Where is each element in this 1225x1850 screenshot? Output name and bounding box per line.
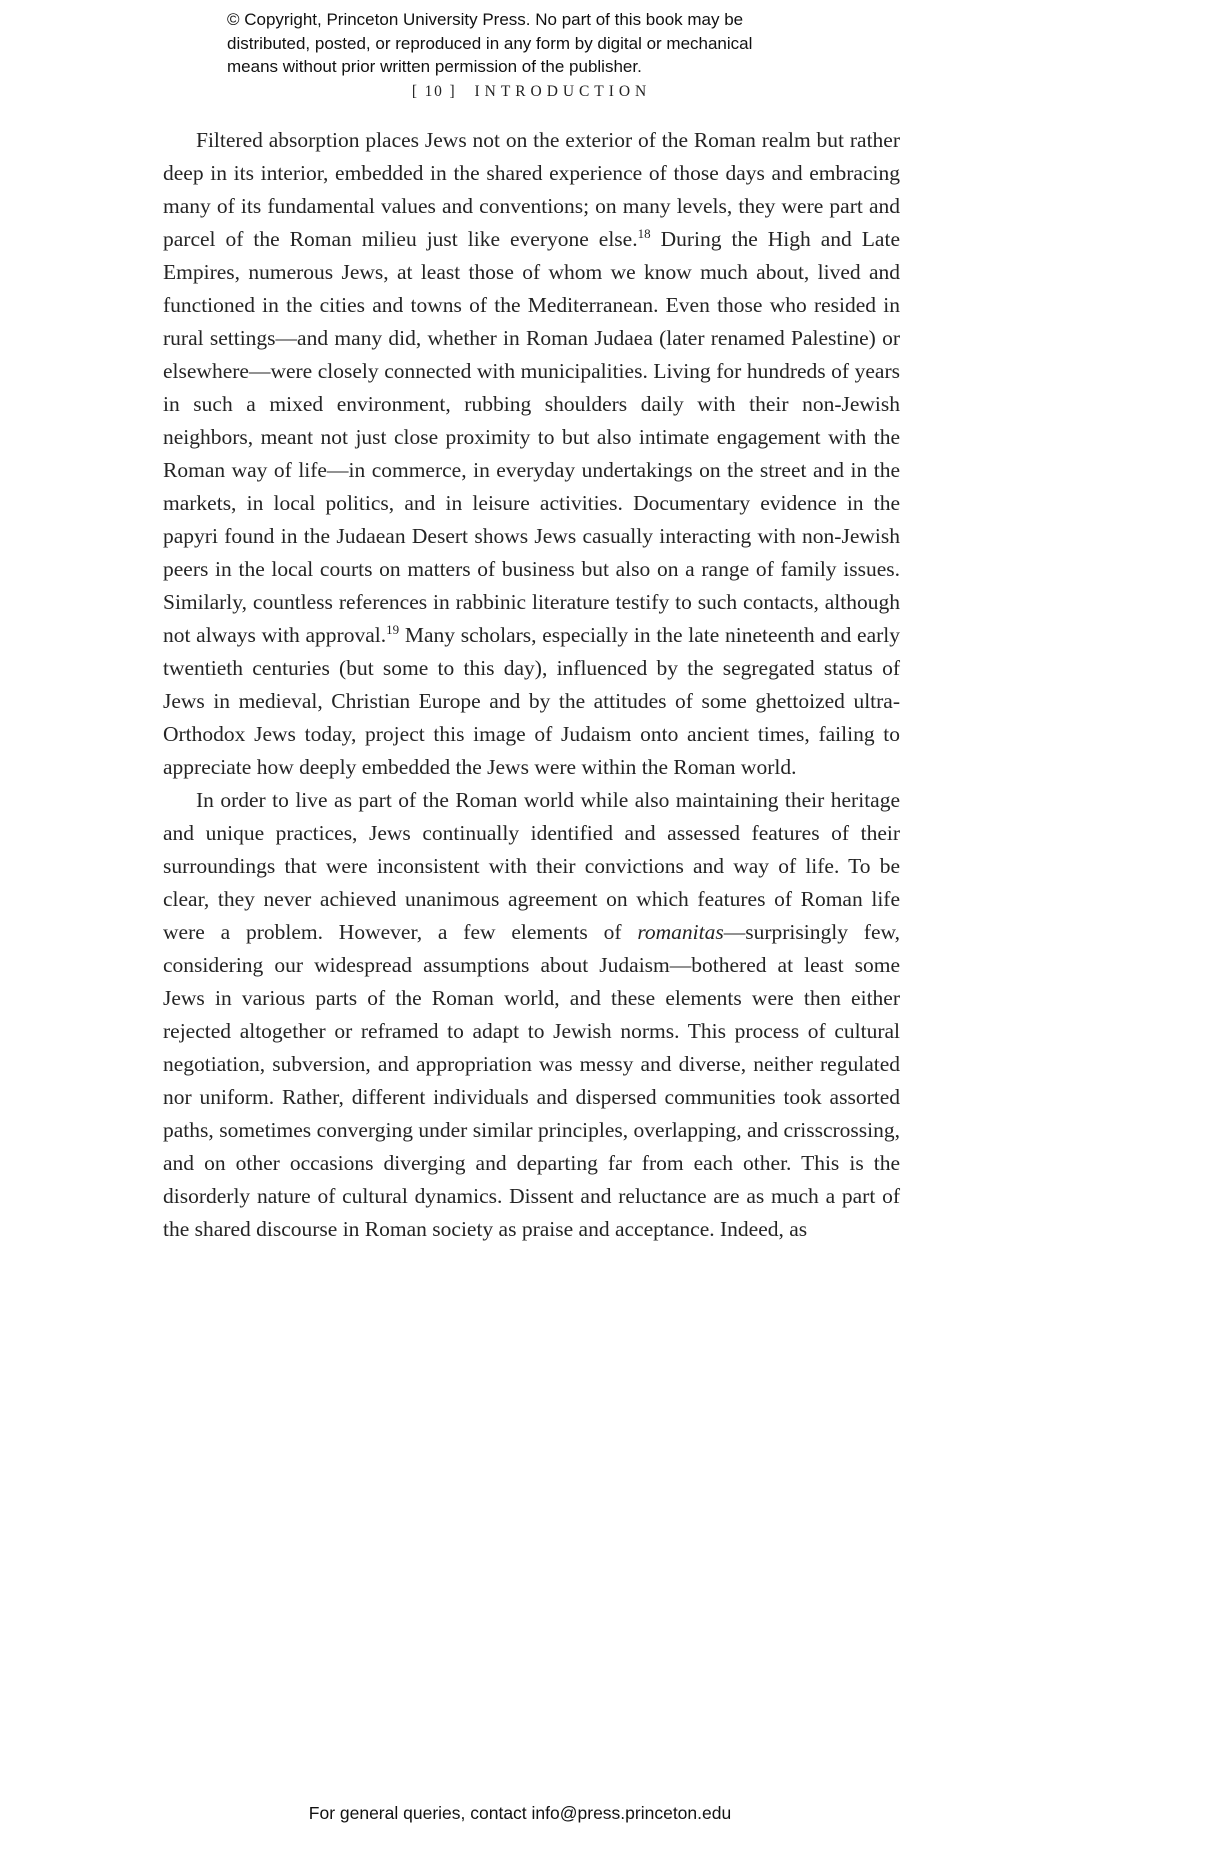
footnote-reference: 19 <box>386 621 400 637</box>
text-run: Filtered absorption places Jews not on the exterior of the Roman realm but rather deep in its interior, embedded in the shared experience of those days and embracing many of its fundamental values and conventions; on many levels, they were part and parcel of the Roman milieu just like everyone else. <box>163 128 900 251</box>
text-run: During the High and Late Empires, numerous Jews, at least those of whom we know much about, lived and functioned in the cities and towns of the Mediterranean. Even those who resided in rural settings—and many did, whether in Roman Judaea (later renamed Palestine) or elsewhere—were closely connected with municipalities. Living for hundreds of years in such a mixed environment, rubbing shoulders daily with their non-Jewish neighbors, meant not just close proximity to but also intimate engagement with the Roman way of life—in commerce, in everyday undertakings on the street and in the markets, in local politics, and in leisure activities. Documentary evidence in the papyri found in the Judaean Desert shows Jews casually interacting with non-Jewish peers in the local courts on matters of business but also on a range of family issues. Similarly, countless references in rabbinic literature testify to such contacts, although not always with approval. <box>163 227 900 647</box>
footnote-reference: 18 <box>637 225 651 241</box>
chapter-title: INTRODUCTION <box>474 83 652 100</box>
copyright-line: distributed, posted, or reproduced in any form by digital or mechanical <box>227 33 753 53</box>
text-run: In order to live as part of the Roman world while also maintaining their heritage and unique practices, Jews continually identified and assessed features of their surroundings that were inconsistent with their convictions and way of life. To be clear, they never achieved unanimous agreement on which features of Roman life were a problem. However, a few elements of <box>163 788 900 944</box>
copyright-line: © Copyright, Princeton University Press. No part of this book may be <box>227 10 744 29</box>
page-number: [ 10 ] <box>411 83 457 100</box>
text-run: —surprisingly few, considering our widespread assumptions about Judaism—bothered at least some Jews in various parts of the Roman world, and these elements were then either rejected altogether or reframed to adapt to Jewish norms. This process of cultural negotiation, subversion, and appropriation was messy and diverse, neither regulated nor uniform. Rather, different individuals and dispersed communities took assorted paths, sometimes converging under similar principles, overlapping, and crisscrossing, and on other occasions diverging and departing far from each other. This is the disorderly nature of cultural dynamics. Dissent and reluctance are as much a part of the shared discourse in Roman society as praise and acceptance. Indeed, as <box>163 920 901 1241</box>
copyright-notice <box>227 8 847 79</box>
copyright-line: means without prior written permission of the publisher. <box>227 57 642 76</box>
paragraph <box>163 124 900 784</box>
running-head <box>163 83 900 101</box>
body-text <box>163 124 900 1246</box>
italic-term: romanitas <box>637 920 724 944</box>
text-run: Many scholars, especially in the late nineteenth and early twentieth centuries (but some to this day), influenced by the segregated status of Jews in medieval, Christian Europe and by the attitudes of some ghettoized ultra-Orthodox Jews today, project this image of Judaism onto ancient times, failing to appreciate how deeply embedded the Jews were within the Roman world. <box>163 623 901 779</box>
page-footer: For general queries, contact info@press.princeton.edu <box>308 1803 732 1823</box>
paragraph <box>163 784 900 1246</box>
